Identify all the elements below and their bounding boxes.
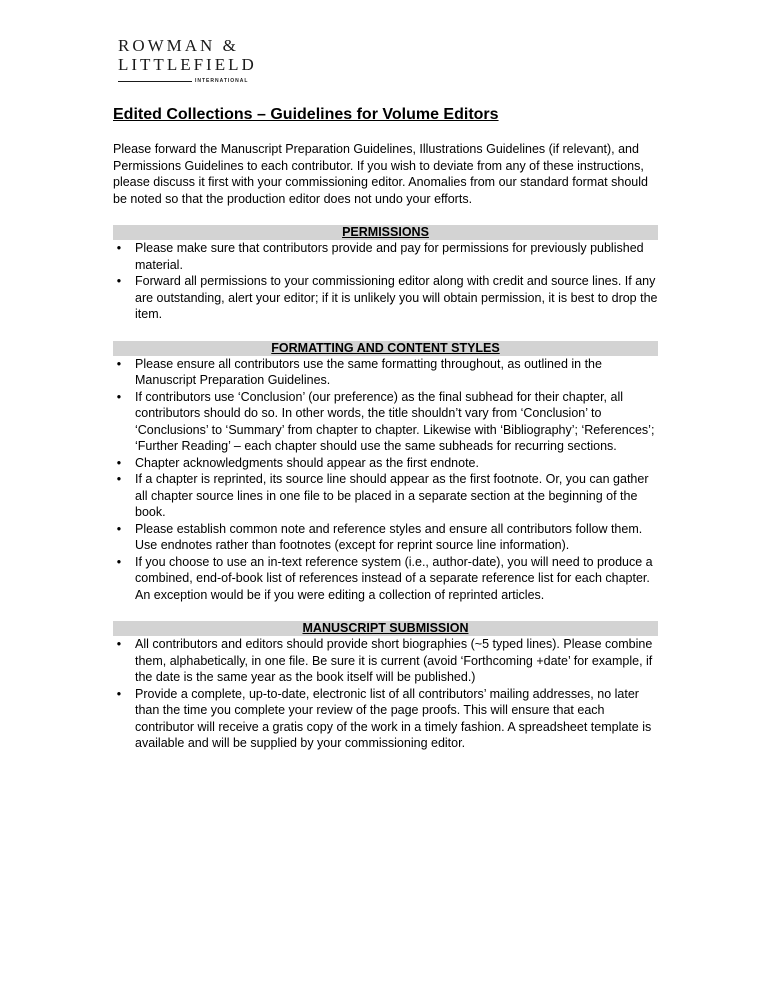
publisher-logo	[118, 36, 258, 84]
bullet-icon: •	[116, 389, 122, 404]
bullet-icon: •	[116, 554, 122, 569]
section-formatting	[113, 341, 658, 604]
list-item-text: If a chapter is reprinted, its source line should appear as the first footnote. Or, you can gather all chapter source lines in one file to be placed in a separate section at the beginning of the book.	[135, 472, 649, 519]
document-content	[113, 105, 658, 752]
list-item-text: Please ensure all contributors use the same formatting throughout, as outlined in the Manuscript Preparation Guidelines.	[135, 356, 602, 387]
bullet-icon: •	[116, 637, 122, 651]
list-item	[113, 471, 658, 521]
list-item-text: All contributors and editors should provide short biographies (~5 typed lines). Please combine them, alphabetically, in one file. Be sure it is current (avoid ‘Forthcoming +date’ for example, if the date is the same year as the book itself will be published.)	[135, 637, 653, 684]
section-heading: FORMATTING AND CONTENT STYLES	[113, 341, 658, 356]
logo-line-2: LITTLEFIELD	[118, 55, 257, 74]
bullet-list	[113, 636, 658, 752]
section-heading: MANUSCRIPT SUBMISSION	[113, 621, 658, 636]
bullet-icon: •	[116, 521, 122, 536]
section-heading: PERMISSIONS	[113, 225, 658, 240]
list-item-text: Provide a complete, up-to-date, electronic list of all contributors’ mailing addresses, no later than the time you complete your review of the page proofs. This will ensure that each contributor will receive a gratis copy of the work in a timely fashion. A spreadsheet template is available and will be supplied by your commissioning editor.	[135, 686, 652, 750]
bullet-icon: •	[116, 274, 122, 288]
list-item	[113, 686, 658, 752]
section-permissions	[113, 225, 658, 323]
section-manuscript-submission	[113, 621, 658, 752]
logo-line-1: ROWMAN &	[118, 36, 239, 55]
bullet-icon: •	[116, 356, 122, 371]
list-item-text: Please make sure that contributors provide and pay for permissions for previously published material.	[135, 241, 644, 272]
logo-subtitle: INTERNATIONAL	[195, 78, 249, 84]
list-item-text: Forward all permissions to your commissioning editor along with credit and source lines. If any are outstanding, alert your editor; if it is unlikely you will obtain permission, it is best to drop the item.	[135, 274, 658, 321]
logo-rule	[118, 81, 192, 82]
list-item	[113, 240, 658, 273]
list-item-text: Chapter acknowledgments should appear as the first endnote.	[135, 455, 479, 470]
logo-rule-row	[118, 78, 258, 84]
list-item	[113, 521, 658, 554]
list-item-text: If you choose to use an in-text reference system (i.e., author-date), you will need to produce a combined, end-of-book list of references instead of a separate reference list for each chapter. An exception would be if you were editing a collection of reprinted articles.	[135, 554, 653, 602]
list-item-text: If contributors use ‘Conclusion’ (our preference) as the final subhead for their chapter, all contributors should do so. In other words, the title shouldn’t vary from ‘Conclusion’ to ‘Conclusions’ to ‘Summary’ from chapter to chapter. Likewise with ‘Bibliography’; ‘References’; ‘Further Reading’ – each chapter should use the same subheads for recurring sections.	[135, 389, 655, 453]
bullet-icon: •	[116, 455, 122, 470]
list-item	[113, 554, 658, 604]
bullet-icon: •	[116, 686, 122, 701]
list-item-text: Please establish common note and reference styles and ensure all contributors follow them. Use endnotes rather than footnotes (except for reprint source line information).	[135, 521, 643, 552]
bullet-list	[113, 356, 658, 604]
bullet-list	[113, 240, 658, 323]
bullet-icon: •	[116, 472, 122, 486]
list-item	[113, 636, 658, 686]
list-item	[113, 389, 658, 455]
bullet-icon: •	[116, 241, 122, 255]
list-item	[113, 455, 658, 472]
intro-paragraph: Please forward the Manuscript Preparation Guidelines, Illustrations Guidelines (if relevant), and Permissions Guidelines to each contributor. If you wish to deviate from any of these instructions, please discuss it first with your commissioning editor. Anomalies from our standard format should be noted so that the production editor does not undo your efforts.	[113, 142, 648, 206]
document-title: Edited Collections – Guidelines for Volume Editors	[113, 106, 499, 123]
list-item	[113, 356, 658, 389]
list-item	[113, 273, 658, 323]
